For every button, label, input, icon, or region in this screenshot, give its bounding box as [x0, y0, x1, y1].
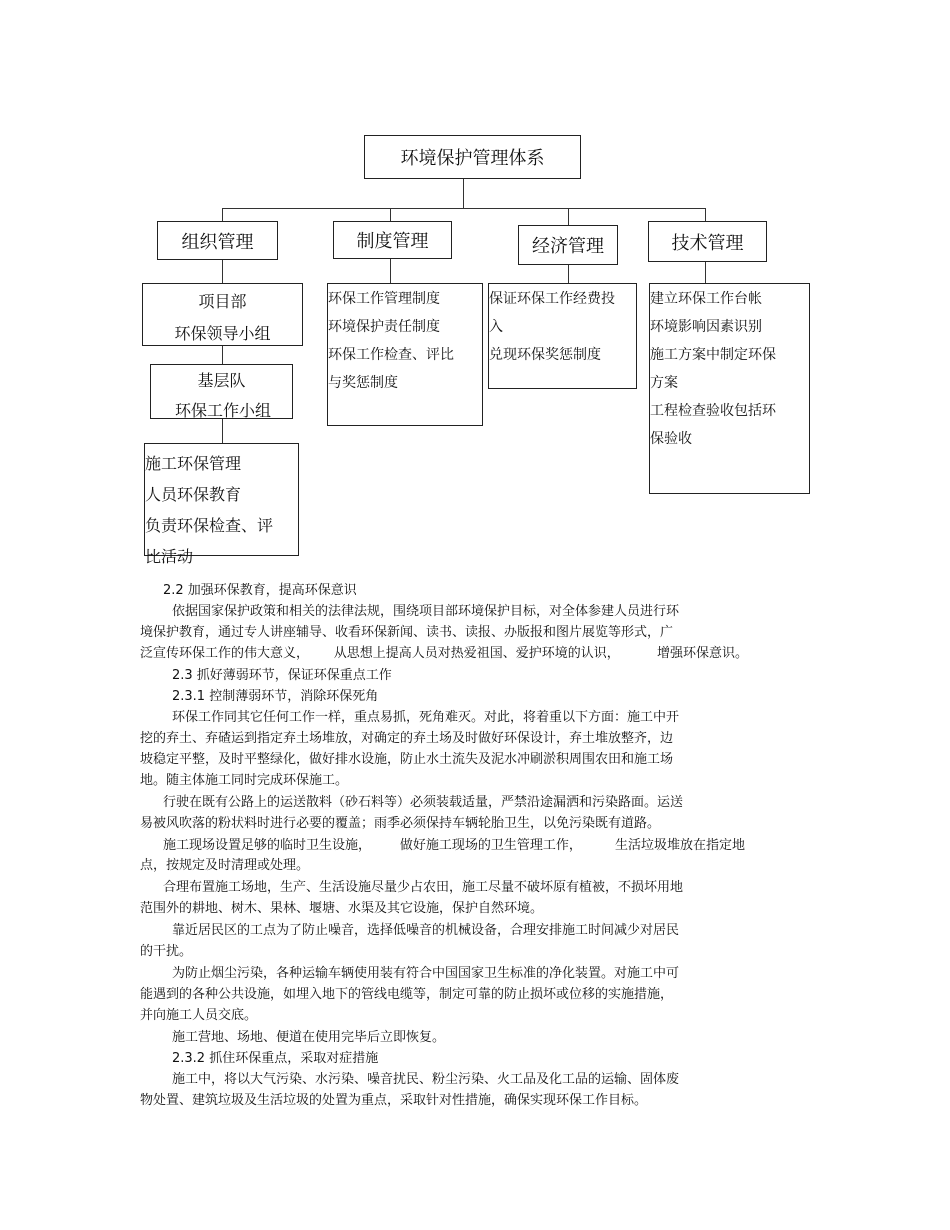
category-tech-label: 技术管理	[671, 232, 744, 254]
connector-to-system	[390, 208, 391, 221]
paragraph-line: 能遇到的各种公共设施，如埋入地下的管线电缆等，制定可靠的防止损坏或位移的实施措施，	[140, 987, 674, 1002]
economic-item: 兑现环保奖惩制度	[489, 347, 601, 363]
org-project-dept-line-1: 项目部	[198, 292, 247, 311]
paragraph-line: 境保护教育，通过专人讲座辅导、收看环保新闻、读书、读报、办版报和图片展览等形式，广	[140, 625, 674, 640]
org-team-box	[150, 364, 293, 419]
org-project-dept-line-2: 环保领导小组	[174, 324, 271, 343]
system-item: 环保工作检查、评比	[328, 347, 454, 363]
system-item: 与奖惩制度	[328, 375, 398, 391]
economic-item: 入	[489, 319, 503, 335]
category-system-label: 制度管理	[356, 231, 429, 252]
connector-to-tech	[705, 208, 706, 221]
system-items-box	[327, 283, 483, 426]
paragraph-line: 施工现场设置足够的临时卫生设施， 做好施工现场的卫生管理工作， 生活垃圾堆放在指定地	[163, 838, 745, 853]
connector-to-economic	[568, 208, 569, 225]
section-heading-2-2: 2.2 加强环保教育，提高环保意识	[163, 583, 357, 598]
chart-root-box	[364, 135, 581, 179]
paragraph-line: 环保工作同其它任何工作一样，重点易抓，死角难灭。对此，将着重以下方面：施工中开	[172, 710, 680, 725]
tech-item: 方案	[650, 375, 678, 391]
paragraph-line: 为防止烟尘污染，各种运输车辆使用装有符合中国国家卫生标准的净化装置。对施工中可	[172, 966, 680, 981]
connector-to-org	[222, 208, 223, 222]
org-project-dept-box	[142, 283, 303, 346]
paragraph-line: 行驶在既有公路上的运送散料（砂石料等）必须装载适量，严禁沿途漏洒和污染路面。运送	[163, 795, 684, 810]
org-duties-line-4: 比活动	[145, 547, 194, 566]
tech-item: 工程检查验收包括环	[650, 403, 776, 419]
category-economic-label: 经济管理	[532, 236, 604, 257]
org-duties-box	[144, 443, 299, 566]
paragraph-line: 易被风吹落的粉状料时进行必要的覆盖；雨季必须保持车辆轮胎卫生，以免污染既有道路。	[140, 816, 661, 831]
paragraph-line: 施工营地、场地、便道在使用完毕后立即恢复。	[172, 1030, 446, 1045]
paragraph-line: 物处置、建筑垃圾及生活垃圾的处置为重点，采取针对性措施，确保实现环保工作目标。	[140, 1093, 648, 1108]
paragraph-line: 泛宣传环保工作的伟大意义， 从思想上提高人员对热爱祖国、爱护环境的认识， 增强环保意识。	[140, 646, 748, 661]
connector-horizontal	[222, 208, 706, 209]
tech-item: 建立环保工作台帐	[650, 291, 762, 307]
tech-items-box	[649, 283, 810, 494]
category-system-box	[333, 221, 452, 259]
org-duties-line-1: 施工环保管理	[145, 454, 242, 473]
org-team-line-1: 基层队	[197, 371, 246, 390]
connector-org-down	[222, 260, 223, 283]
section-heading-2-3-1: 2.3.1 控制薄弱环节，消除环保死角	[172, 689, 379, 704]
connector-tech-down	[705, 262, 706, 283]
tech-item: 保验收	[650, 431, 692, 447]
paragraph-line: 合理布置施工场地，生产、生活设施尽量少占农田，施工尽量不破坏原有植被，不损坏用地	[163, 880, 684, 895]
paragraph-line: 的干扰。	[140, 944, 193, 959]
category-economic-box	[518, 225, 618, 265]
paragraph-line: 挖的弃土、弃碴运到指定弃土场堆放，对确定的弃土场及时做好环保设计，弃土堆放整齐，边	[140, 731, 674, 746]
economic-item: 保证环保工作经费投	[489, 291, 615, 307]
connector-economic-down	[568, 265, 569, 283]
chart-root-title: 环境保护管理体系	[400, 148, 545, 169]
paragraph-line: 坡稳定平整，及时平整绿化，做好排水设施，防止水土流失及泥水冲刷淤积周围农田和施工场	[140, 752, 674, 767]
paragraph-line: 地。随主体施工同时完成环保施工。	[140, 773, 349, 788]
connector-root-down	[463, 178, 464, 208]
system-item: 环境保护责任制度	[328, 319, 440, 335]
category-tech-box	[648, 221, 767, 262]
paragraph-line: 范围外的耕地、树木、果林、堰塘、水渠及其它设施，保护自然环境。	[140, 901, 544, 916]
category-org-label: 组织管理	[181, 231, 254, 253]
paragraph-line: 并向施工人员交底。	[140, 1008, 258, 1023]
tech-item: 施工方案中制定环保	[650, 347, 776, 363]
category-org-box	[157, 221, 278, 260]
paragraph-line: 依据国家保护政策和相关的法律法规，围绕项目部环境保护目标，对全体参建人员进行环	[172, 604, 680, 619]
section-heading-2-3-2: 2.3.2 抓住环保重点，采取对症措施	[172, 1051, 379, 1066]
org-team-line-2: 环保工作小组	[174, 401, 271, 420]
section-heading-2-3: 2.3 抓好薄弱环节，保证环保重点工作	[172, 668, 392, 683]
paragraph-line: 点，按规定及时清理或处理。	[140, 858, 310, 873]
paragraph-line: 施工中，将以大气污染、水污染、噪音扰民、粉尘污染、火工品及化工品的运输、固体废	[172, 1072, 680, 1087]
org-duties-line-3: 负责环保检查、评	[145, 516, 274, 535]
system-item: 环保工作管理制度	[328, 291, 440, 307]
economic-items-box	[488, 283, 637, 389]
tech-item: 环境影响因素识别	[650, 319, 762, 335]
connector-system-down	[390, 259, 391, 283]
paragraph-line: 靠近居民区的工点为了防止噪音，选择低噪音的机械设备，合理安排施工时间减少对居民	[172, 923, 680, 938]
org-duties-line-2: 人员环保教育	[145, 485, 242, 504]
